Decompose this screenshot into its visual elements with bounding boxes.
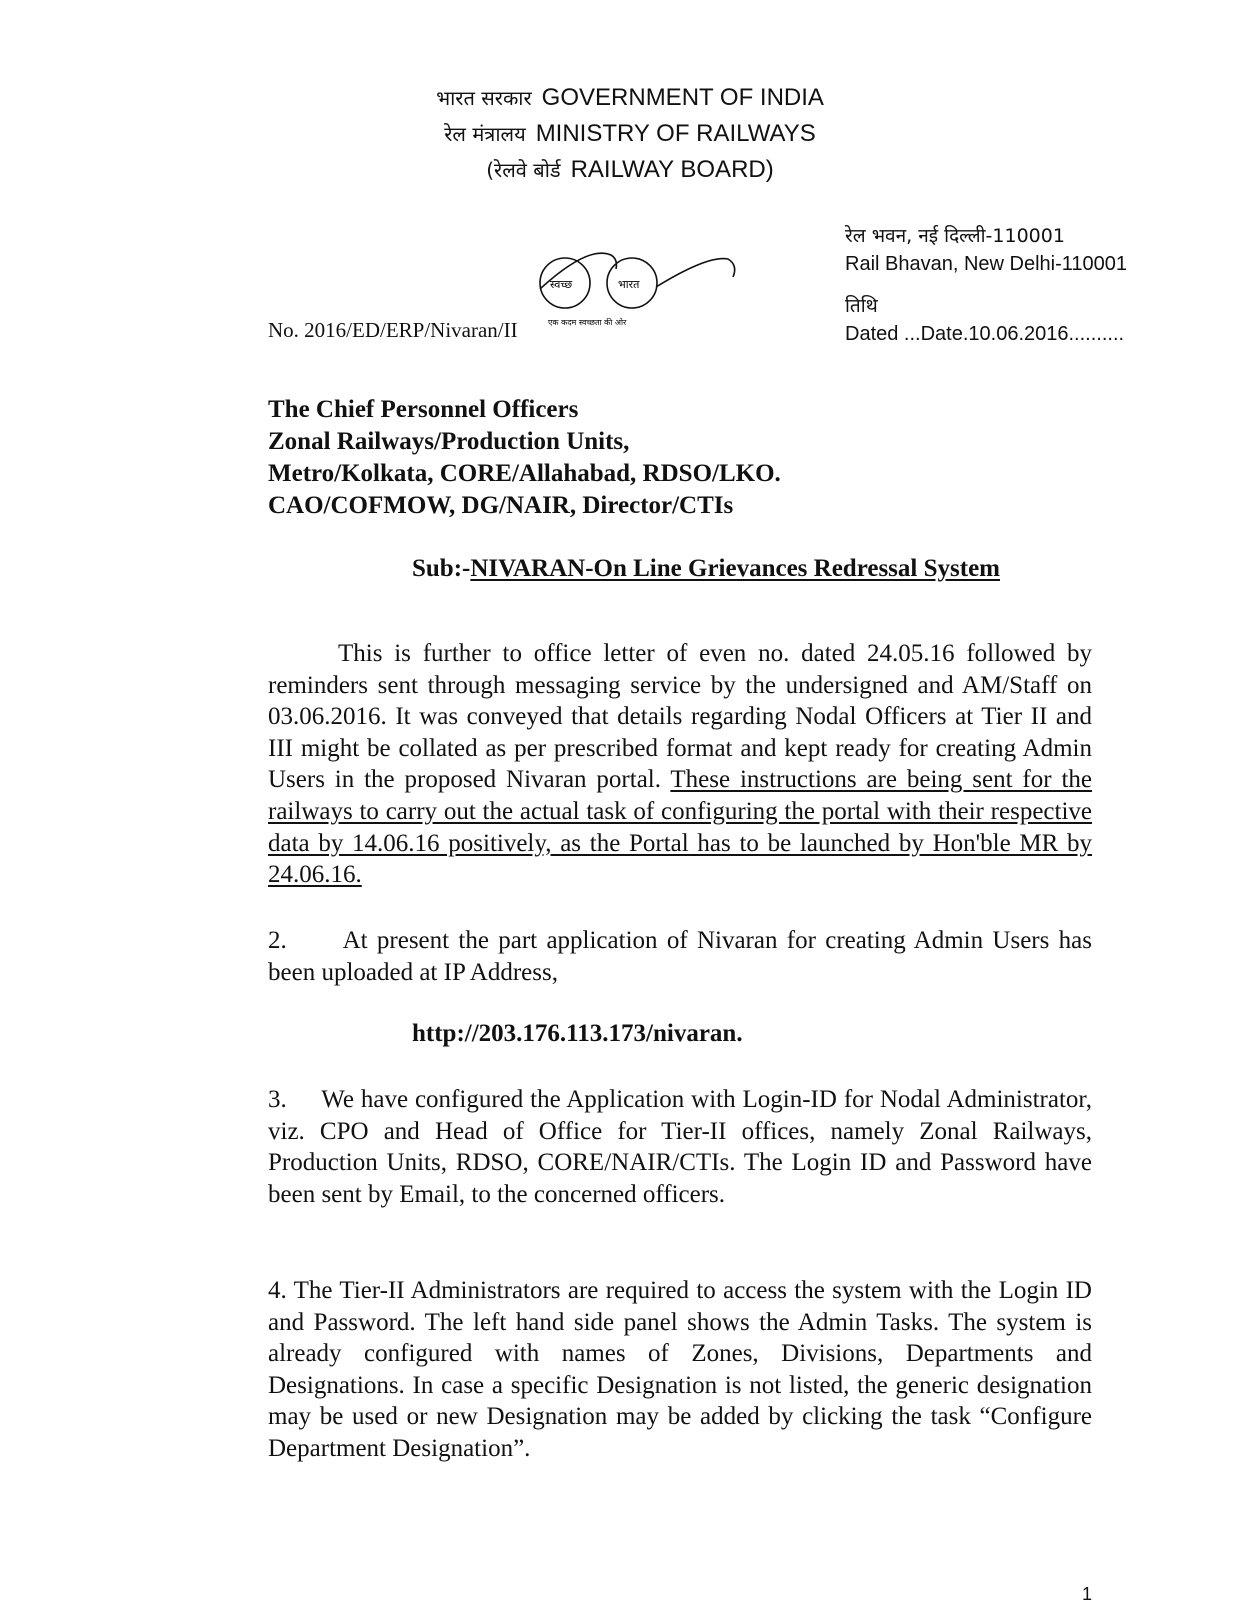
addressee-line: Metro/Kolkata, CORE/Allahabad, RDSO/LKO. <box>268 460 781 487</box>
paragraph-3: 3. We have configured the Application with Login-ID for Nodal Administrator, viz. CPO and Head of Office for Tier-II offices, namely Zonal Railways, Production Units, RDSO, CORE/NAIR/CTIs. The Login ID and Password have been sent by Email, to the concerned officers. <box>268 1086 1092 1208</box>
subject-text: NIVARAN-On Line Grievances Redressal System <box>470 555 1000 582</box>
ministry-english: MINISTRY OF RAILWAYS <box>535 120 816 147</box>
date-hindi-label: तिथि <box>845 295 878 317</box>
address-english: Rail Bhavan, New Delhi-110001 <box>845 253 1128 275</box>
page-number: 1 <box>1082 1584 1093 1604</box>
addressee-line: CAO/COFMOW, DG/NAIR, Director/CTIs <box>268 492 734 519</box>
board-hindi: (रेलवे बोर्ड <box>486 158 561 182</box>
subject-line <box>412 555 1000 583</box>
svg-text:भारत: भारत <box>618 278 640 291</box>
paragraph-1 <box>268 638 1092 891</box>
letterhead <box>330 80 930 188</box>
address-block <box>845 222 1127 348</box>
svg-text:एक कदम स्वच्छता की ओर: एक कदम स्वच्छता की ओर <box>548 318 627 327</box>
board-english: RAILWAY BOARD) <box>570 156 774 183</box>
paragraph-2: 2. At present the part application of Nivaran for creating Admin Users has been uploaded at IP Address, <box>268 927 1092 986</box>
addressee-line: The Chief Personnel Officers <box>268 396 579 423</box>
addressee-block <box>268 394 781 522</box>
ministry-hindi: रेल मंत्रालय <box>444 122 526 146</box>
paragraph-4: 4. The Tier-II Administrators are required to access the system with the Login ID and Password. The left hand side panel shows the Admin Tasks. The system is already configured with names of Zones, Divisions, Departments and Designations. In case a specific Designation is not listed, the generic designation may be used or new Designation may be added by clicking the task “Configure Department Designation”. <box>268 1277 1092 1462</box>
gov-hindi: भारत सरकार <box>436 86 532 110</box>
address-hindi: रेल भवन, नई दिल्ली-110001 <box>845 225 1065 247</box>
subject-prefix: Sub:- <box>412 555 471 582</box>
addressee-line: Zonal Railways/Production Units, <box>268 428 630 455</box>
reference-number: No. 2016/ED/ERP/Nivaran/II <box>268 318 518 342</box>
swachh-bharat-logo <box>528 245 748 340</box>
gov-english: GOVERNMENT OF INDIA <box>541 84 824 111</box>
svg-text:स्वच्छ: स्वच्छ <box>550 278 573 291</box>
date-line: Dated ...Date.10.06.2016.......... <box>845 323 1125 345</box>
paragraph-1-underlined: These instructions are being sent for the railways to carry out the actual task of configuring the portal with their respective data by 14.06.16 positively, as the Portal has to be launched by Hon'ble MR by 24.06.16. <box>268 766 1092 889</box>
portal-url: http://203.176.113.173/nivaran. <box>412 1020 743 1047</box>
paragraph-1-text: This is further to office letter of even no. dated 24.05.16 followed by reminders sent through messaging service by the undersigned and AM/Staff on 03.06.2016. It was conveyed that details regarding Nodal Officers at Tier II and III might be collated as per prescribed format and kept ready for creating Admin Users in the proposed Nivaran portal. <box>268 640 1092 794</box>
